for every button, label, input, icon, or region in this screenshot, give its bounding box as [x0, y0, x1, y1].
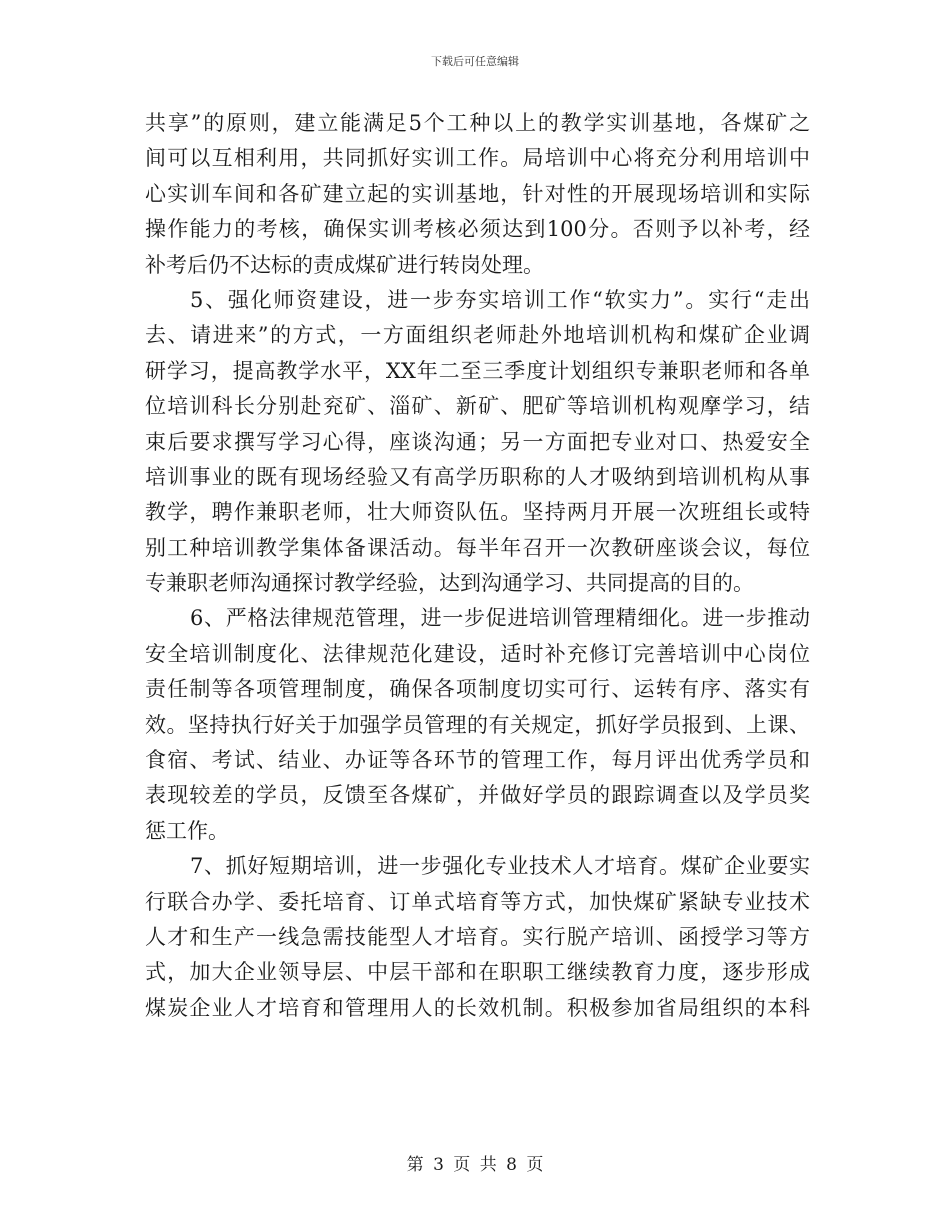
text-line: 表现较差的学员，反馈至各煤矿，并做好学员的跟踪调查以及学员奖 — [145, 783, 810, 808]
text-line: 别工种培训教学集体备课活动。每半年召开一次教研座谈会议，每位 — [145, 535, 810, 560]
text-line: 束后要求撰写学习心得，座谈沟通；另一方面把专业对口、热爱安全 — [145, 429, 810, 454]
page-number: 第 3 页 共 8 页 — [406, 1155, 544, 1175]
text-line: 食宿、考试、结业、办证等各环节的管理工作，每月评出优秀学员和 — [145, 748, 810, 773]
text-line: 操作能力的考核，确保实训考核必须达到100分。否则予以补考，经 — [145, 217, 810, 242]
text-line: 人才和生产一线急需技能型人才培育。实行脱产培训、函授学习等方 — [145, 924, 810, 949]
text-line: 补考后仍不达标的责成煤矿进行转岗处理。 — [145, 252, 544, 277]
text-line: 效。坚持执行好关于加强学员管理的有关规定，抓好学员报到、上课、 — [145, 712, 810, 737]
text-line: 5、强化师资建设，进一步夯实培训工作“软实力”。实行“走出 — [190, 287, 810, 312]
page-header: 下载后可任意编辑 — [431, 55, 519, 68]
text-line: 专兼职老师沟通探讨教学经验，达到沟通学习、共同提高的目的。 — [145, 571, 754, 596]
text-line: 安全培训制度化、法律规范化建设，适时补充修订完善培训中心岗位 — [145, 641, 810, 666]
document-body — [145, 106, 810, 1026]
text-line: 惩工作。 — [145, 818, 229, 843]
text-line: 责任制等各项管理制度，确保各项制度切实可行、运转有序、落实有 — [145, 677, 810, 702]
text-line: 位培训科长分别赴兖矿、淄矿、新矿、肥矿等培训机构观摩学习，结 — [145, 394, 810, 419]
text-line: 式，加大企业领导层、中层干部和在职职工继续教育力度，逐步形成 — [145, 960, 810, 985]
text-line: 教学，聘作兼职老师，壮大师资队伍。坚持两月开展一次班组长或特 — [145, 500, 810, 525]
text-line: 研学习，提高教学水平，XX年二至三季度计划组织专兼职老师和各单 — [145, 358, 810, 383]
text-line: 7、抓好短期培训，进一步强化专业技术人才培育。煤矿企业要实 — [190, 854, 810, 879]
text-line: 共享”的原则，建立能满足5个工种以上的教学实训基地，各煤矿之 — [145, 111, 810, 135]
text-line: 间可以互相利用，共同抓好实训工作。局培训中心将充分利用培训中 — [145, 146, 810, 171]
text-line: 心实训车间和各矿建立起的实训基地，针对性的开展现场培训和实际 — [145, 181, 810, 206]
text-line: 6、严格法律规范管理，进一步促进培训管理精细化。进一步推动 — [190, 606, 810, 631]
text-line: 培训事业的既有现场经验又有高学历职称的人才吸纳到培训机构从事 — [145, 464, 810, 489]
text-line: 煤炭企业人才培育和管理用人的长效机制。积极参加省局组织的本科 — [145, 995, 810, 1020]
text-line: 行联合办学、委托培育、订单式培育等方式，加快煤矿紧缺专业技术 — [145, 889, 810, 914]
text-line: 去、请进来”的方式，一方面组织老师赴外地培训机构和煤矿企业调 — [145, 323, 810, 348]
